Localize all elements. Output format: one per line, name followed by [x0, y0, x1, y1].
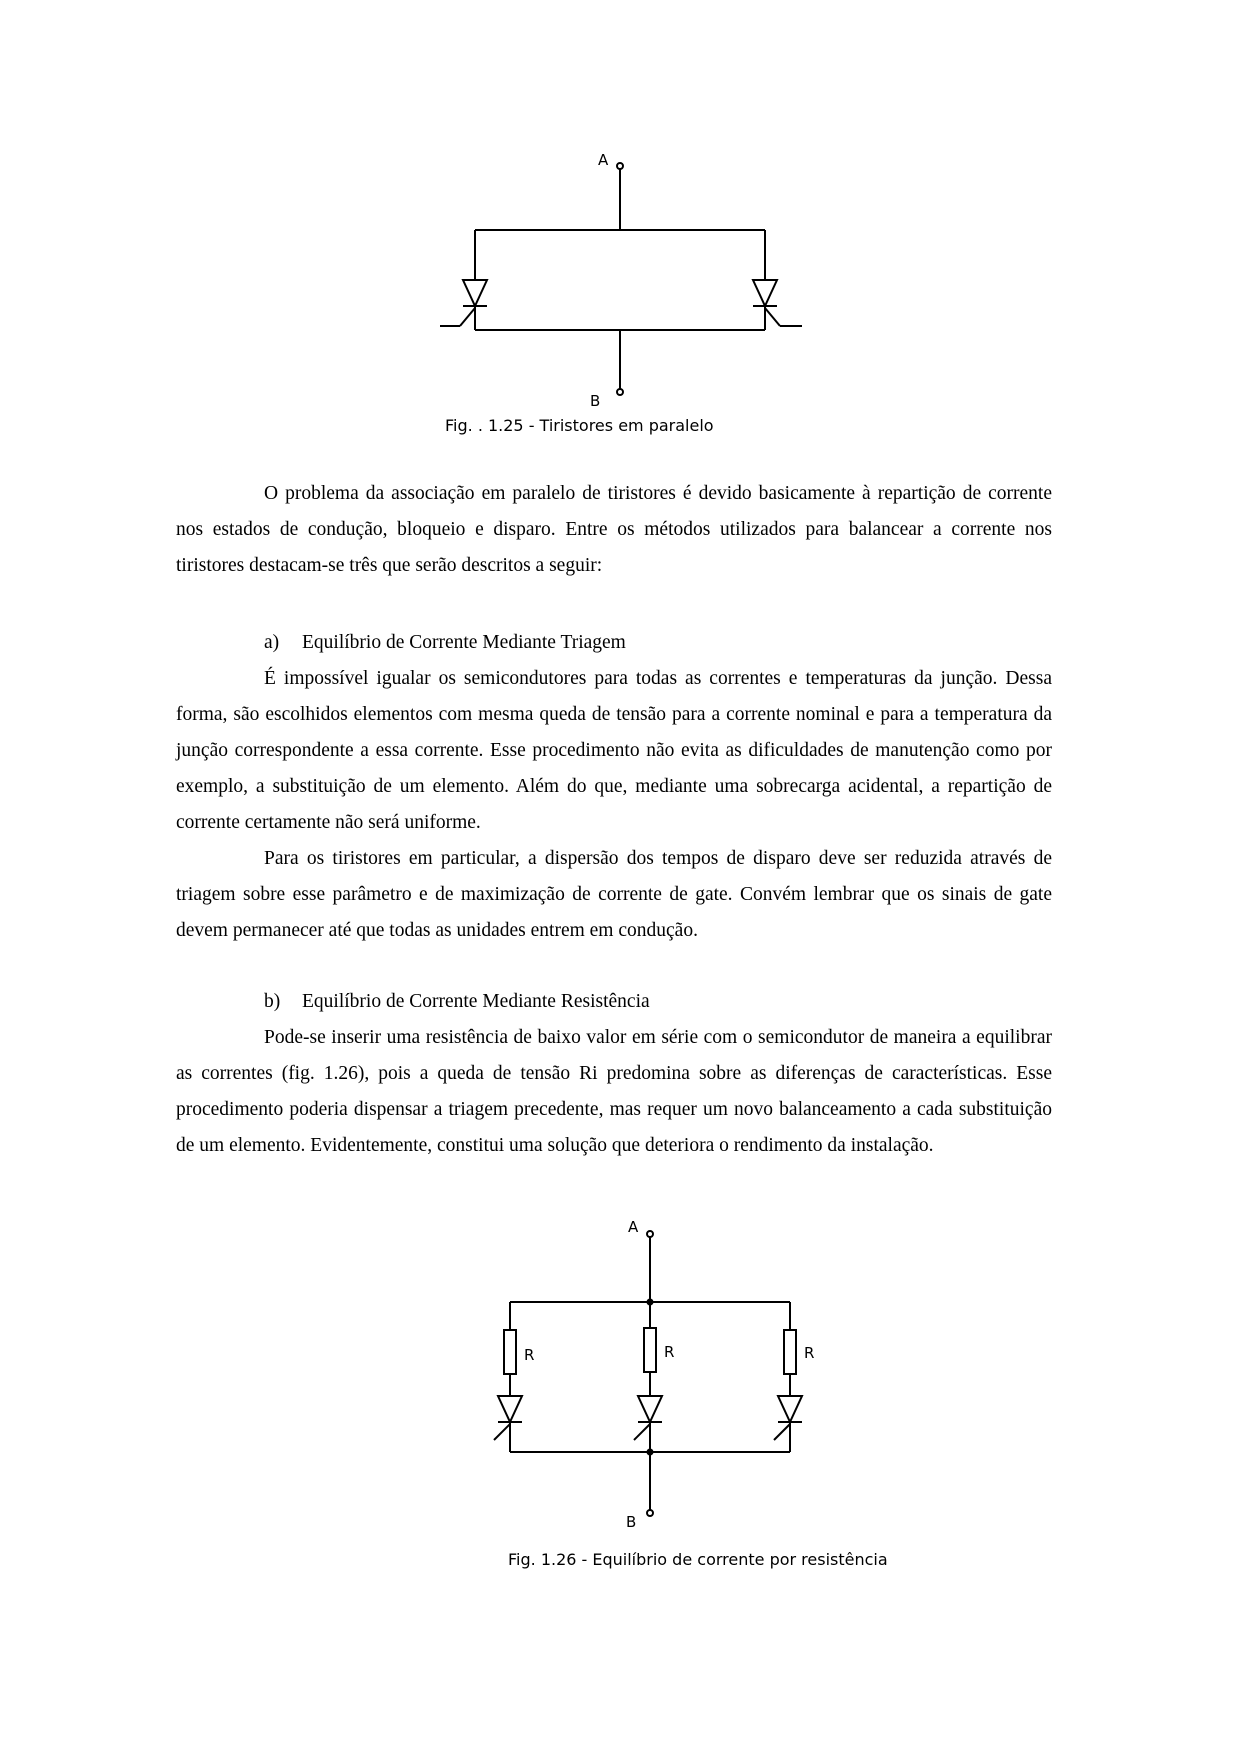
figure-1-25-caption: Fig. . 1.25 - Tiristores em paralelo [445, 416, 714, 435]
section-a-marker: a) [264, 632, 280, 653]
figure-1-26-caption: Fig. 1.26 - Equilíbrio de corrente por resistência [508, 1550, 888, 1569]
resistor-2-icon [644, 1328, 656, 1372]
node-label-b: B [626, 1513, 637, 1531]
section-a-paragraph-1: É impossível igualar os semicondutores para todas as correntes e temperaturas da junção. Dessa forma, são escolhidos elementos com mesma queda de tensão para a corrente nominal e para a temperatura da junção correspondente a essa corrente. Esse procedimento não evita as dificuldades de manutenção como por exemplo, a substituição de um elemento. Além do que, mediante uma sobrecarga acidental, a repartição de corrente certamente não será uniforme. [176, 668, 1052, 833]
section-a-title: Equilíbrio de Corrente Mediante Triagem [302, 632, 626, 653]
resistor-3-label: R [804, 1344, 815, 1362]
parallel-thyristors-schematic [430, 140, 830, 420]
section-a-paragraph-2: Para os tiristores em particular, a dispersão dos tempos de disparo deve ser reduzida através de triagem sobre esse parâmetro e de maximização de corrente de gate. Convém lembrar que os sinais de gate devem permanecer até que todas as unidades entrem em condução. [176, 848, 1052, 941]
terminal-a-node [617, 163, 623, 169]
thyristor-1-icon [498, 1396, 522, 1422]
thyristor-right-icon [753, 280, 777, 306]
node-label-a: A [598, 151, 609, 169]
intro-paragraph: O problema da associação em paralelo de tiristores é devido basicamente à repartição de corrente nos estados de condução, bloqueio e disparo. Entre os métodos utilizados para balancear a corrente nos tiristores destacam-se três que serão descritos a seguir: [176, 483, 1052, 576]
resistor-3-icon [784, 1330, 796, 1374]
section-b-title: Equilíbrio de Corrente Mediante Resistência [302, 991, 650, 1012]
figure-1-26-diagram [480, 1210, 820, 1530]
resistor-balanced-schematic [480, 1210, 820, 1530]
terminal-b-node [647, 1510, 653, 1516]
figure-1-25-diagram [430, 140, 830, 420]
terminal-a-node [647, 1231, 653, 1237]
node-label-b: B [590, 392, 601, 410]
thyristor-left-icon [463, 280, 487, 306]
resistor-1-icon [504, 1330, 516, 1374]
section-b-paragraph-1: Pode-se inserir uma resistência de baixo valor em série com o semicondutor de maneira a equilibrar as correntes (fig. 1.26), pois a queda de tensão Ri predomina sobre as diferenças de características. Esse procedimento poderia dispensar a triagem precedente, mas requer um novo balanceamento a cada substituição de um elemento. Evidentemente, constitui uma solução que deteriora o rendimento da instalação. [176, 1027, 1052, 1156]
node-label-a: A [628, 1218, 639, 1236]
thyristor-2-icon [638, 1396, 662, 1422]
section-b-marker: b) [264, 991, 281, 1012]
resistor-2-label: R [664, 1343, 675, 1361]
section-b-heading [264, 984, 650, 1020]
section-a-heading [264, 625, 626, 661]
resistor-1-label: R [524, 1346, 535, 1364]
thyristor-3-icon [778, 1396, 802, 1422]
terminal-b-node [617, 389, 623, 395]
